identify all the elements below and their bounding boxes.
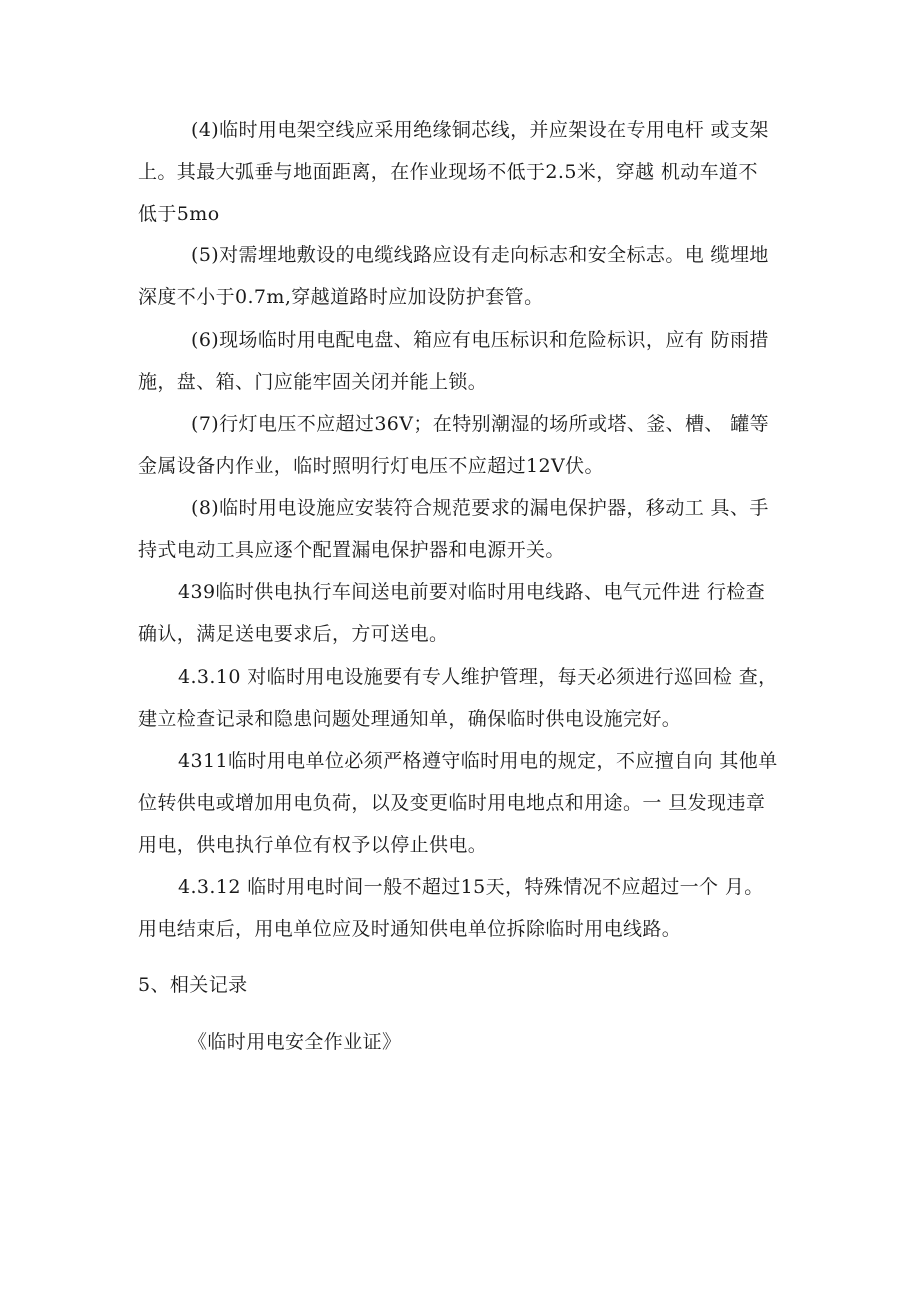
paragraph-439-line-1: 439临时供电执行车间送电前要对临时用电线路、电气元件进 行检查 (178, 581, 766, 603)
paragraph-7-line-2: 金属设备内作业，临时照明行灯电压不应超过12V伏。 (138, 455, 604, 477)
paragraph-8-line-1: (8)临时用电设施应安装符合规范要求的漏电保护器，移动工 具、手 (191, 497, 769, 519)
paragraph-4-line-2: 上。其最大弧垂与地面距离，在作业现场不低于2.5米，穿越 机动车道不 (138, 161, 758, 183)
paragraph-6-line-2: 施，盘、箱、门应能牢固关闭并能上锁。 (138, 371, 488, 393)
paragraph-4312-line-2: 用电结束后，用电单位应及时通知供电单位拆除临时用电线路。 (138, 918, 682, 940)
paragraph-4311-line-2: 位转供电或增加用电负荷，以及变更临时用电地点和用途。一 旦发现违章 (138, 792, 766, 814)
paragraph-5-line-1: (5)对需埋地敷设的电缆线路应设有走向标志和安全标志。电 缆埋地 (191, 244, 769, 266)
paragraph-6-line-1: (6)现场临时用电配电盘、箱应有电压标识和危险标识，应有 防雨措 (191, 329, 769, 351)
paragraph-4-line-1: (4)临时用电架空线应采用绝缘铜芯线，并应架设在专用电杆 或支架 (191, 119, 769, 141)
paragraph-439-line-2: 确认，满足送电要求后，方可送电。 (138, 623, 449, 645)
paragraph-4311-line-3: 用电，供电执行单位有权予以停止供电。 (138, 834, 488, 856)
paragraph-4310-line-1: 4.3.10 对临时用电设施要有专人维护管理，每天必须进行巡回检 查， (178, 666, 778, 688)
paragraph-4311-line-1: 4311临时用电单位必须严格遵守临时用电的规定，不应擅自向 其他单 (178, 750, 778, 772)
record-title: 《临时用电安全作业证》 (188, 1031, 402, 1053)
paragraph-4310-line-2: 建立检查记录和隐患问题处理通知单，确保临时供电设施完好。 (138, 708, 682, 730)
paragraph-7-line-1: (7)行灯电压不应超过36V；在特别潮湿的场所或塔、釜、槽、 罐等 (191, 413, 770, 435)
paragraph-8-line-2: 持式电动工具应逐个配置漏电保护器和电源开关。 (138, 539, 565, 561)
paragraph-4312-line-1: 4.3.12 临时用电时间一般不超过15天，特殊情况不应超过一个 月。 (178, 876, 764, 898)
section-heading: 5、相关记录 (138, 974, 248, 996)
paragraph-5-line-2: 深度不小于0.7m,穿越道路时应加设防护套管。 (138, 286, 544, 308)
paragraph-4-line-3: 低于5mo (138, 203, 220, 225)
